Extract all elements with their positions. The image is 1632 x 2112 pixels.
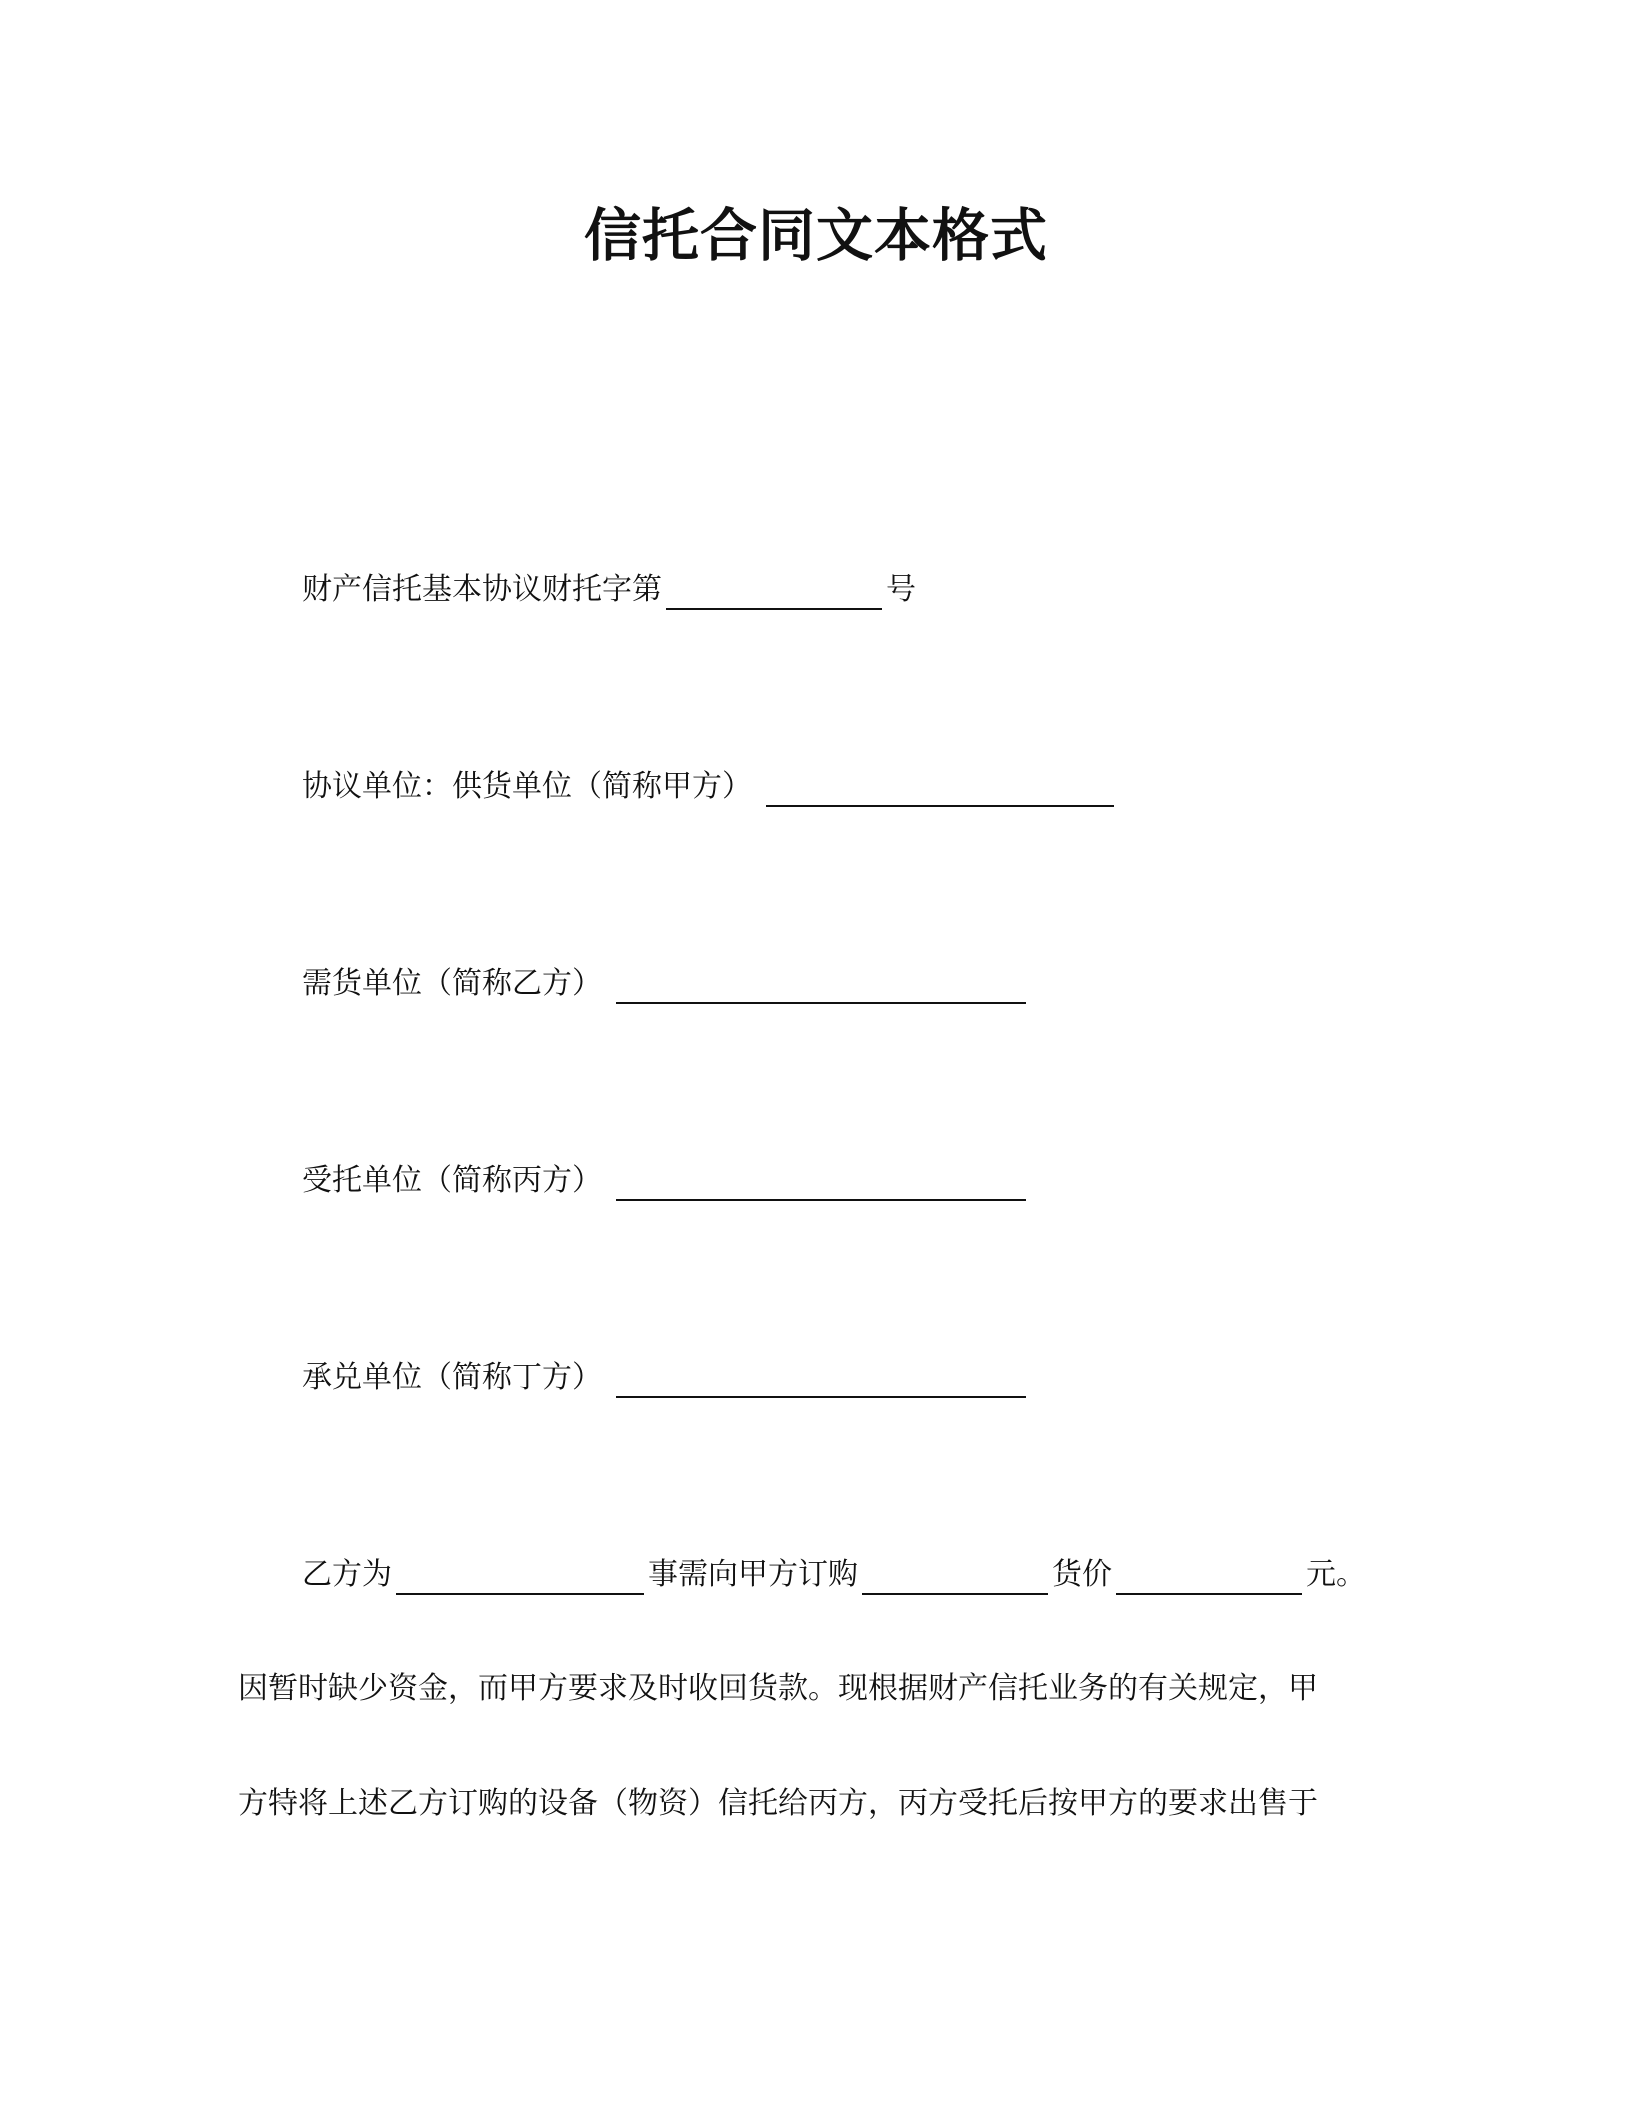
body-seg-4: 元。 bbox=[1306, 1557, 1366, 1592]
party-c-line bbox=[302, 1159, 1030, 1203]
purpose-blank[interactable] bbox=[396, 1561, 644, 1595]
party-d-blank[interactable] bbox=[616, 1364, 1026, 1398]
party-b-line bbox=[302, 962, 1030, 1006]
body-line-3: 方特将上述乙方订购的设备（物资）信托给丙方，丙方受托后按甲方的要求出售于 bbox=[238, 1786, 1318, 1821]
party-c-blank[interactable] bbox=[616, 1167, 1026, 1201]
agreement-number-suffix: 号 bbox=[886, 572, 916, 607]
party-a-line bbox=[302, 765, 1118, 809]
party-b-label: 需货单位（简称乙方） bbox=[302, 966, 602, 1001]
document-title: 信托合同文本格式 bbox=[584, 203, 1048, 269]
agreement-number-blank[interactable] bbox=[666, 576, 882, 610]
party-c-label: 受托单位（简称丙方） bbox=[302, 1163, 602, 1198]
party-b-blank[interactable] bbox=[616, 970, 1026, 1004]
party-a-label: 协议单位：供货单位（简称甲方） bbox=[302, 769, 752, 804]
body-seg-1: 乙方为 bbox=[302, 1557, 392, 1592]
party-d-line bbox=[302, 1356, 1030, 1400]
party-a-blank[interactable] bbox=[766, 773, 1114, 807]
body-seg-2: 事需向甲方订购 bbox=[648, 1557, 858, 1592]
goods-blank[interactable] bbox=[862, 1561, 1048, 1595]
party-d-label: 承兑单位（简称丁方） bbox=[302, 1360, 602, 1395]
body-seg-3: 货价 bbox=[1052, 1557, 1112, 1592]
price-blank[interactable] bbox=[1116, 1561, 1302, 1595]
body-line-2: 因暂时缺少资金，而甲方要求及时收回货款。现根据财产信托业务的有关规定，甲 bbox=[238, 1671, 1318, 1706]
body-line-1 bbox=[302, 1553, 1366, 1597]
agreement-number-line bbox=[302, 568, 916, 612]
agreement-number-prefix: 财产信托基本协议财托字第 bbox=[302, 572, 662, 607]
